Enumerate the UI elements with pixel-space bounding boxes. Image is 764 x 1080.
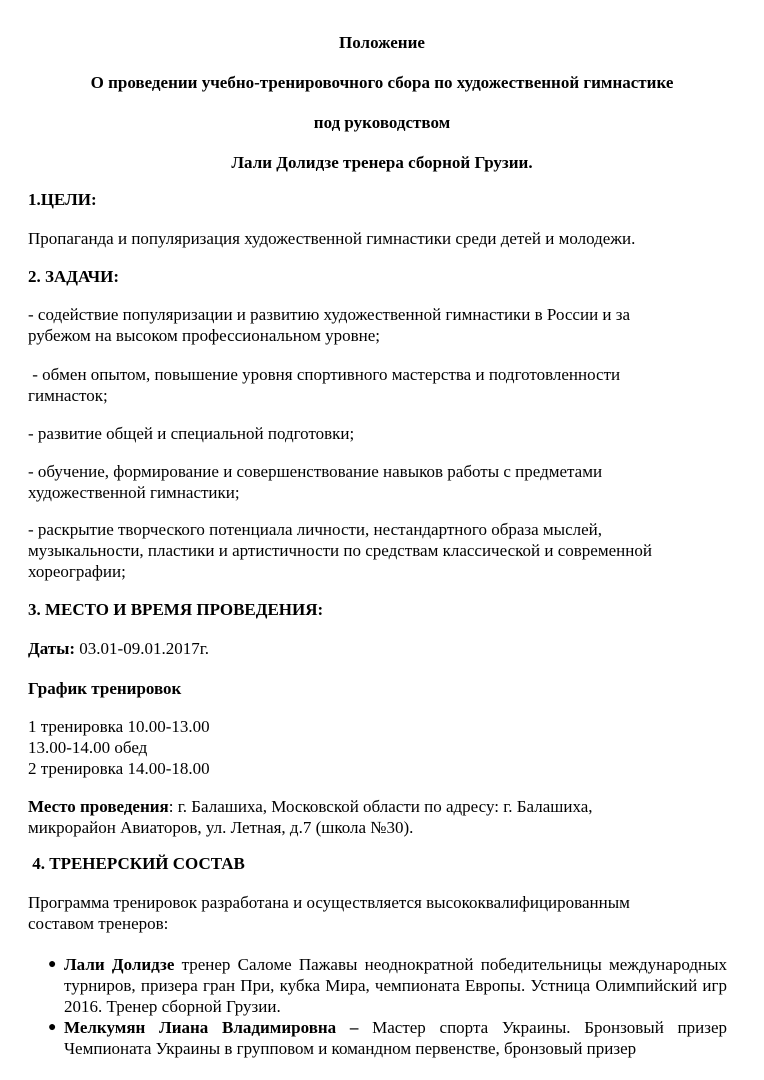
coach-description: тренер Саломе Пажавы неоднократной победительницы международных турниров, призера гран При, кубка Мира, чемпионата Европы. Устница Олимпийский игр 2016. Тренер сборной Грузии. (64, 955, 727, 1016)
coach-name: Лали Долидзе (64, 955, 175, 974)
task-item: - обмен опытом, повышение уровня спортивного мастерства и подготовленности гимнасток; (28, 365, 625, 405)
coach-description: Мастер спорта Украины. Бронзовый призер Чемпионата Украины в групповом и командном первенстве, бронзовый призер (64, 1018, 727, 1058)
document-subtitle-line3: под руководством (313, 113, 451, 132)
task-item: - содействие популяризации и развитию художественной гимнастики в России и за рубежом на высоком профессиональном уровне; (28, 305, 631, 345)
document-subtitle: О проведении учебно-тренировочного сбора по художественной гимнастике (90, 73, 674, 92)
place-line (28, 796, 668, 838)
coach-entry (64, 1017, 727, 1059)
place-value: : г. Балашиха, Московской области по адресу: г. Балашиха, микрорайон Авиаторов, ул. Летная, д.7 (школа №30). (28, 797, 593, 837)
section4-heading: 4. ТРЕНЕРСКИЙ СОСТАВ (28, 854, 245, 873)
document-title: Положение (339, 33, 425, 52)
place-label: Место проведения (28, 797, 169, 816)
task-item: - развитие общей и специальной подготовки; (28, 424, 355, 443)
dates-label: Даты: (28, 639, 76, 658)
coach-name: Мелкумян Лиана Владимировна – (64, 1018, 359, 1037)
bullet-icon: ● (48, 1020, 57, 1035)
section3-heading: 3. МЕСТО И ВРЕМЯ ПРОВЕДЕНИЯ: (28, 600, 324, 619)
dates-value: 03.01-09.01.2017г. (75, 639, 210, 658)
section1-heading: 1.ЦЕЛИ: (28, 190, 97, 209)
task-item: - обучение, формирование и совершенствование навыков работы с предметами художественной гимнастики; (28, 462, 603, 502)
coach-entry (64, 954, 727, 1017)
schedule-item: 1 тренировка 10.00-13.00 (28, 717, 210, 736)
section2-heading: 2. ЗАДАЧИ: (28, 267, 120, 286)
task-item: - раскрытие творческого потенциала личности, нестандартного образа мыслей, музыкальности, пластики и артистичности по средствам классической и современной хореографии; (28, 520, 652, 581)
document-subtitle-line4: Лали Долидзе тренера сборной Грузии. (231, 153, 533, 172)
schedule-item: 13.00-14.00 обед (28, 738, 148, 757)
dates-line (28, 638, 718, 659)
section4-intro: Программа тренировок разработана и осуществляется высококвалифицированным составом тренеров: (28, 893, 630, 933)
schedule-item: 2 тренировка 14.00-18.00 (28, 759, 210, 778)
schedule-heading: График тренировок (28, 679, 182, 698)
bullet-icon: ● (48, 957, 57, 972)
section1-text: Пропаганда и популяризация художественной гимнастики среди детей и молодежи. (28, 229, 636, 248)
